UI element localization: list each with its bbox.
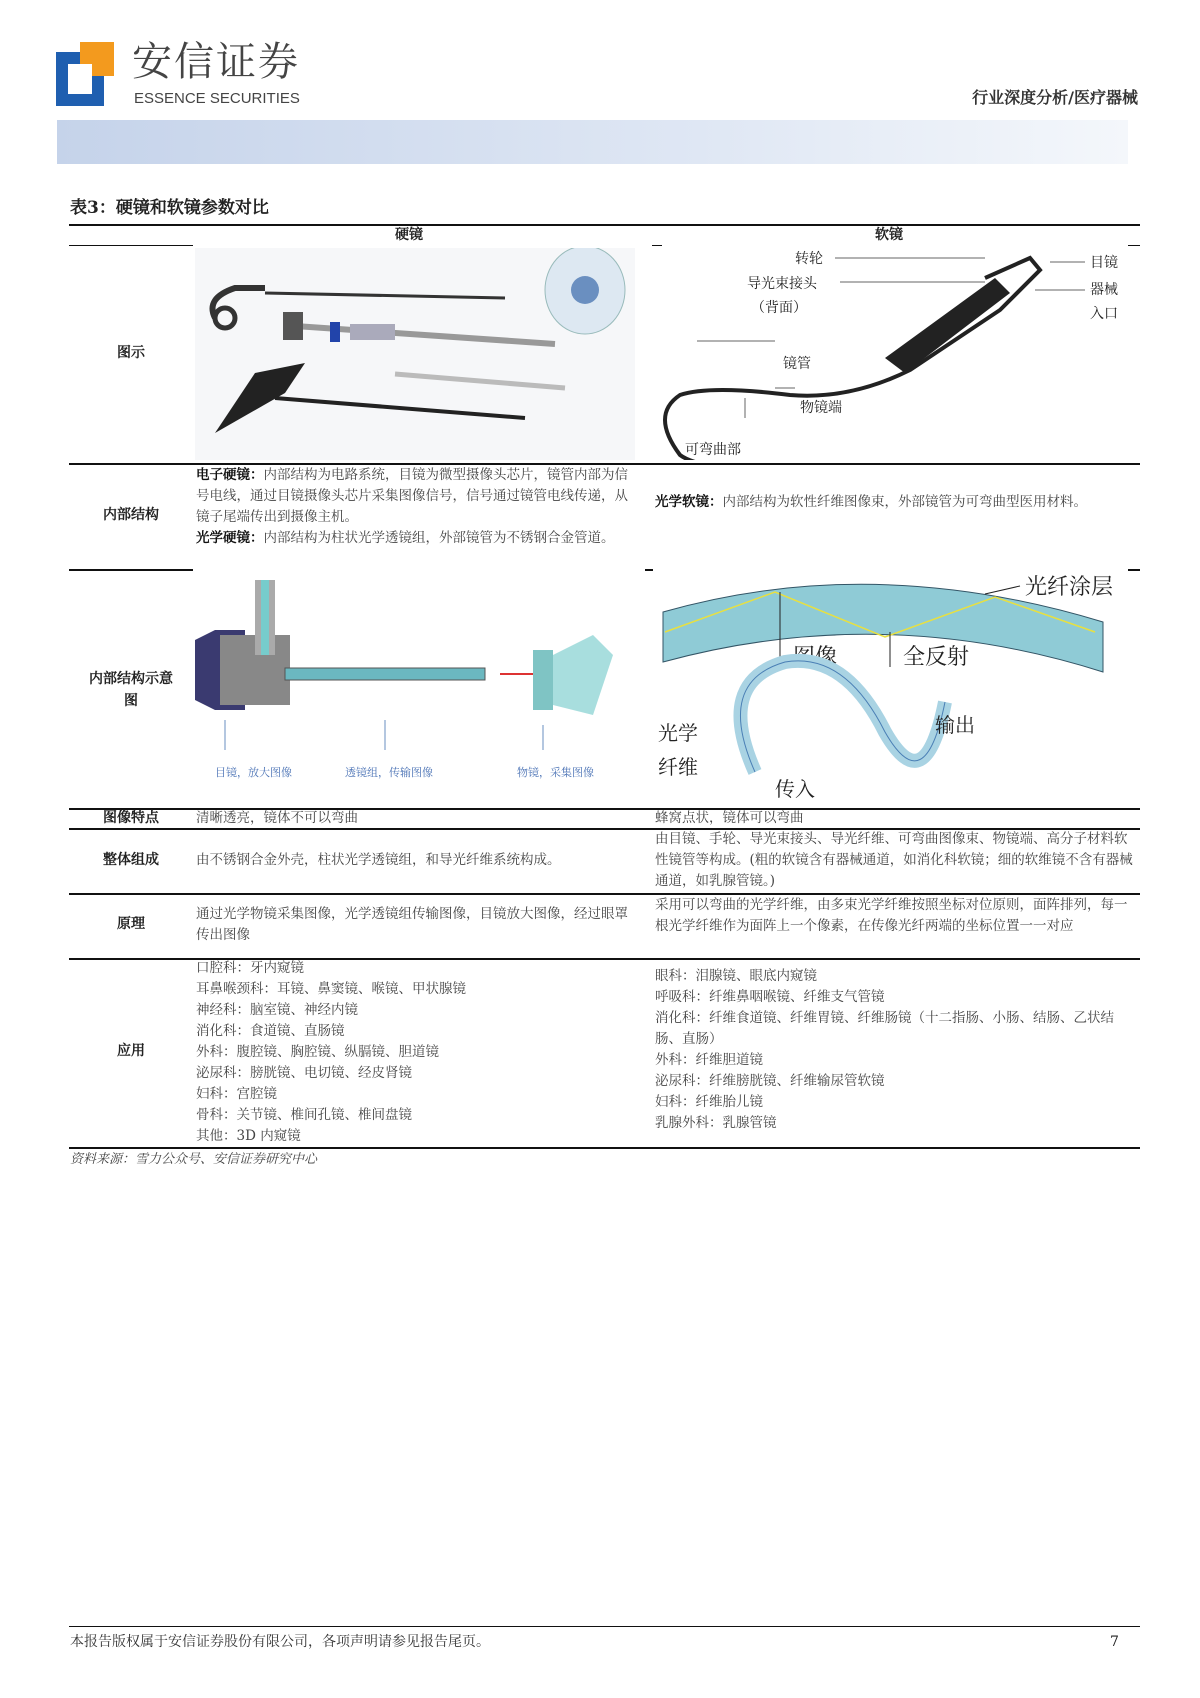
divider xyxy=(69,569,193,571)
footer-disclaimer: 本报告版权属于安信证券股份有限公司，各项声明请参见报告尾页。 xyxy=(70,1634,490,1650)
list-item: 其他：3D 内窥镜 xyxy=(196,1128,301,1144)
label-optical: 光学 xyxy=(658,721,698,745)
logo-icon xyxy=(56,42,114,106)
bold-term: 光学软镜： xyxy=(655,494,723,510)
source-note: 资料来源：雪力公众号、安信证券研究中心 xyxy=(70,1152,318,1167)
text: 内部结构为柱状光学透镜组，外部镜管为不锈钢合金管道。 xyxy=(263,530,615,546)
list-item: 消化科：纤维食道镜、纤维胃镜、纤维肠镜（十二指肠、小肠、结肠、乙状结肠、直肠） xyxy=(655,1010,1114,1047)
row-label-principle: 原理 xyxy=(117,916,145,932)
label-tube: 镜管 xyxy=(783,356,811,372)
list-item: 耳鼻喉颈科：耳镜、鼻窦镜、喉镜、甲状腺镜 xyxy=(196,981,466,997)
list-item: 神经科：脑室镜、神经内镜 xyxy=(196,1002,358,1018)
list-item: 口腔科：牙内窥镜 xyxy=(196,960,304,976)
list-item: 骨科：关节镜、椎间孔镜、椎间盘镜 xyxy=(196,1107,412,1123)
label-total-reflection: 全反射 xyxy=(903,645,970,670)
row-label-structure: 内部结构 xyxy=(103,507,159,523)
label-objective-end: 物镜端 xyxy=(800,400,842,416)
list-item: 泌尿科：纤维膀胱镜、纤维输尿管软镜 xyxy=(655,1073,885,1089)
logo-subtext: ESSENCE SECURITIES xyxy=(134,90,300,107)
rigid-composition-text: 由不锈钢合金外壳，柱状光学透镜组，和导光纤维系统构成。 xyxy=(196,852,561,868)
label-eyepiece: 目镜，放大图像 xyxy=(215,766,292,779)
label-instrument: 器械 xyxy=(1090,282,1118,298)
label-output: 输出 xyxy=(935,713,975,737)
soft-composition-text: 由目镜、手轮、导光束接头、导光纤维、可弯曲图像束、物镜端、高分子材料软性镜管等构成。(粗的软镜含有器械通道，如消化科软镜；细的软维镜不含有器械通道，如乳腺管镜。) xyxy=(655,831,1133,889)
list-item: 呼吸科：纤维鼻咽喉镜、纤维支气管镜 xyxy=(655,989,885,1005)
footer-divider xyxy=(69,1626,1140,1627)
row-label-figure: 图示 xyxy=(117,345,145,361)
label-fiber: 纤维 xyxy=(658,755,698,779)
divider xyxy=(652,245,662,246)
rigid-image-text: 清晰透亮，镜体不可以弯曲 xyxy=(196,810,358,826)
label-coating: 光纤涂层 xyxy=(1025,575,1114,600)
list-item: 外科：纤维胆道镜 xyxy=(655,1052,763,1068)
list-item: 泌尿科：膀胱镜、电切镜、经皮肾镜 xyxy=(196,1065,412,1081)
divider xyxy=(69,245,193,246)
table-title: 表3：硬镜和软镜参数对比 xyxy=(70,198,269,218)
divider xyxy=(69,224,1140,226)
header-band xyxy=(57,120,1128,164)
list-item: 眼科：泪腺镜、眼底内窥镜 xyxy=(655,968,817,984)
label-eyepiece: 目镜 xyxy=(1090,255,1118,271)
label-lens-group: 透镜组，传输图像 xyxy=(345,766,433,779)
flexible-endoscope-image xyxy=(655,248,1140,460)
soft-application-list xyxy=(655,966,1135,1134)
rigid-structure-text xyxy=(196,465,636,549)
row-label-schematic: 内部结构示意图 xyxy=(89,671,173,709)
label-wheel: 转轮 xyxy=(795,251,823,267)
column-header-rigid: 硬镜 xyxy=(395,227,423,243)
rigid-principle-text: 通过光学物镜采集图像，光学透镜组传输图像，目镜放大图像，经过眼罩传出图像 xyxy=(196,906,628,943)
divider xyxy=(645,569,653,571)
bold-term: 光学硬镜： xyxy=(196,530,264,546)
row-label-composition: 整体组成 xyxy=(103,852,159,868)
label-light-connector: 导光束接头 xyxy=(747,276,817,292)
row-label-application: 应用 xyxy=(117,1043,145,1059)
list-item: 消化科：食道镜、直肠镜 xyxy=(196,1023,345,1039)
section-title: 行业深度分析/医疗器械 xyxy=(972,88,1138,107)
label-back: （背面） xyxy=(751,300,807,316)
bold-term: 电子硬镜： xyxy=(196,467,264,483)
fiber-schematic-diagram xyxy=(655,572,1140,804)
soft-structure-text xyxy=(655,492,1135,513)
label-entrance: 入口 xyxy=(1090,306,1118,322)
divider xyxy=(1128,569,1140,571)
soft-image-text: 蜂窝点状，镜体可以弯曲 xyxy=(655,810,804,826)
rigid-schematic-diagram xyxy=(195,580,645,790)
list-item: 乳腺外科：乳腺管镜 xyxy=(655,1115,777,1131)
text: 内部结构为电路系统，目镜为微型摄像头芯片，镜管内部为信号电线，通过目镜摄像头芯片采集图像信号，信号通过镜管电线传递，从镜子尾端传出到摄像主机。 xyxy=(196,467,628,525)
divider xyxy=(69,1147,1140,1149)
rigid-endoscope-image xyxy=(195,248,635,460)
divider xyxy=(1128,245,1140,246)
rigid-application-list xyxy=(196,958,466,1147)
column-header-soft: 软镜 xyxy=(875,227,903,243)
label-bending-section: 可弯曲部 xyxy=(685,442,741,458)
text: 内部结构为软性纤维图像束，外部镜管为可弯曲型医用材料。 xyxy=(722,494,1087,510)
soft-principle-text: 采用可以弯曲的光学纤维，由多束光学纤维按照坐标对位原则，面阵排列，每一根光学纤维作为面阵上一个像素，在传像光纤两端的坐标位置一一对应 xyxy=(655,897,1128,934)
list-item: 外科：腹腔镜、胸腔镜、纵膈镜、胆道镜 xyxy=(196,1044,439,1060)
label-image: 图像 xyxy=(793,645,838,670)
list-item: 妇科：宫腔镜 xyxy=(196,1086,277,1102)
row-label-image: 图像特点 xyxy=(103,810,159,826)
label-objective: 物镜，采集图像 xyxy=(517,766,594,779)
label-input: 传入 xyxy=(775,777,815,801)
list-item: 妇科：纤维胎儿镜 xyxy=(655,1094,763,1110)
logo-text: 安信证券 xyxy=(132,39,300,85)
page-number: 7 xyxy=(1110,1634,1119,1650)
